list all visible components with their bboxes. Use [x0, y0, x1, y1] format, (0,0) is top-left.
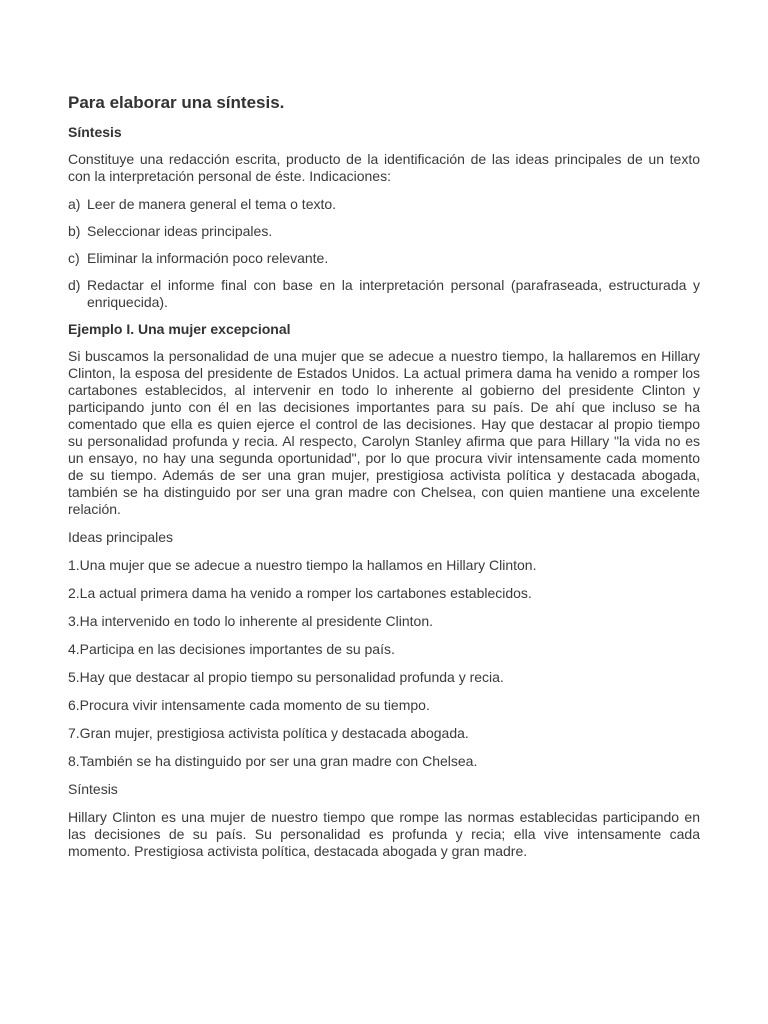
synthesis-heading: Síntesis: [68, 781, 118, 797]
idea-item: 5.Hay que destacar al propio tiempo su personalidad profunda y recia.: [68, 669, 504, 685]
step-item: [68, 196, 700, 213]
step-item: [68, 223, 700, 240]
step-item: [68, 277, 700, 311]
step-marker: b): [68, 223, 81, 239]
step-marker: d): [68, 277, 81, 293]
idea-item: 7.Gran mujer, prestigiosa activista política y destacada abogada.: [68, 725, 469, 741]
idea-item: 6.Procura vivir intensamente cada momento de su tiempo.: [68, 697, 430, 713]
idea-item: 3.Ha intervenido en todo lo inherente al presidente Clinton.: [68, 613, 434, 629]
synthesis-paragraph: Hillary Clinton es una mujer de nuestro tiempo que rompe las normas establecidas participando en las decisiones de su país. Su personalidad es profunda y recia; ella vive intensamente cada momento. Prestigiosa activista política, destacada abogada y gran madre.: [68, 809, 700, 859]
step-text: Seleccionar ideas principales.: [87, 223, 273, 239]
step-text: Eliminar la información poco relevante.: [87, 250, 329, 266]
idea-item: 8.También se ha distinguido por ser una gran madre con Chelsea.: [68, 753, 478, 769]
section-heading-sintesis: Síntesis: [68, 124, 122, 140]
step-text: Redactar el informe final con base en la interpretación personal (parafraseada, estructurada y enriquecida).: [87, 277, 700, 310]
document-title: Para elaborar una síntesis.: [68, 93, 285, 112]
ideas-heading: Ideas principales: [68, 529, 174, 545]
example-heading: Ejemplo I. Una mujer excepcional: [68, 321, 291, 337]
definition-paragraph: Constituye una redacción escrita, producto de la identificación de las ideas principales de un texto con la interpretación personal de éste. Indicaciones:: [68, 151, 700, 184]
idea-item: 4.Participa en las decisiones importantes de su país.: [68, 641, 395, 657]
step-text: Leer de manera general el tema o texto.: [87, 196, 337, 212]
step-item: [68, 250, 700, 267]
idea-item: 2.La actual primera dama ha venido a romper los cartabones establecidos.: [68, 585, 532, 601]
step-marker: c): [68, 250, 80, 266]
step-marker: a): [68, 196, 81, 212]
example-paragraph: Si buscamos la personalidad de una mujer que se adecue a nuestro tiempo, la hallaremos en Hillary Clinton, la esposa del presidente de Estados Unidos. La actual primera dama ha venido a romper los cartabones establecidos, al intervenir en todo lo inherente al gobierno del presidente Clinton y participando junto con él en las decisiones importantes para su país. De ahí que incluso se ha comentado que ella es quien ejerce el control de las decisiones. Hay que destacar al propio tiempo su personalidad profunda y recia. Al respecto, Carolyn Stanley afirma que para Hillary "la vida no es un ensayo, no hay una segunda oportunidad", por lo que procura vivir intensamente cada momento de su tiempo. Además de ser una gran mujer, prestigiosa activista política y destacada abogada, también se ha distinguido por ser una gran madre con Chelsea, con quien mantiene una excelente relación.: [68, 348, 700, 517]
idea-item: 1.Una mujer que se adecue a nuestro tiempo la hallamos en Hillary Clinton.: [68, 557, 537, 573]
